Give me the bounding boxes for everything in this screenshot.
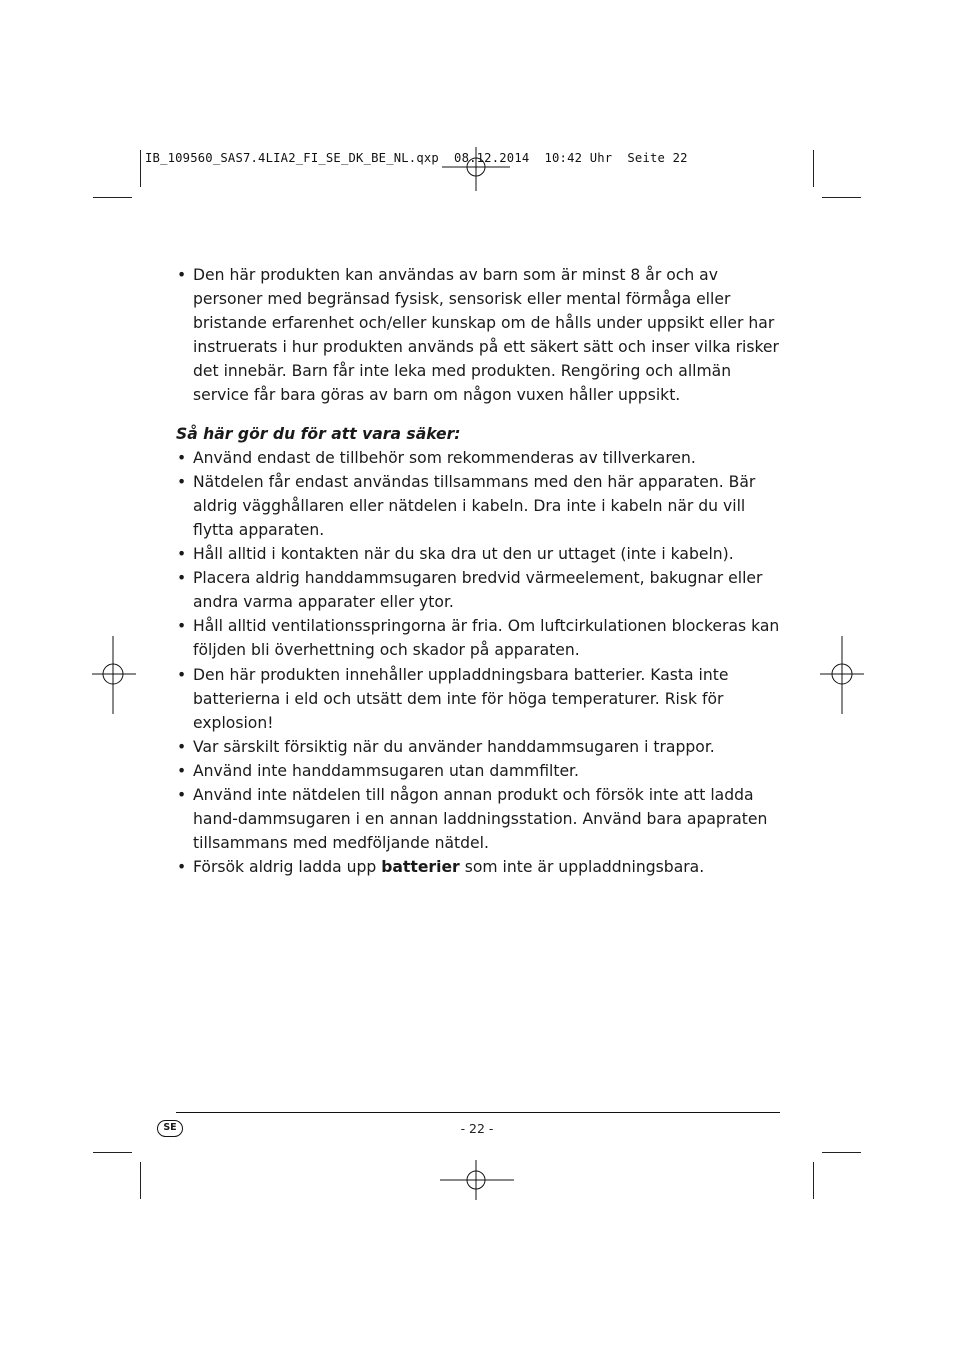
crop-mark-top-left-v xyxy=(140,150,141,187)
crop-mark-top-right-v xyxy=(813,150,814,187)
registration-mark-left-icon xyxy=(92,636,136,714)
registration-mark-bottom-icon xyxy=(436,1160,516,1200)
footer-rule xyxy=(176,1112,780,1113)
list-item: • Använd inte nätdelen till någon annan produkt och försök inte att ladda hand-dammsugaren i en annan laddningsstation. Använd bara apapraten tillsammans med medföljande nätdel. xyxy=(176,783,780,855)
item-text-prefix: Försök aldrig ladda upp xyxy=(193,858,382,877)
registration-mark-top-icon xyxy=(436,147,516,191)
language-badge: SE xyxy=(157,1120,183,1137)
crop-mark-bottom-right-h xyxy=(822,1152,861,1153)
list-item: • Den här produkten innehåller uppladdningsbara batterier. Kasta inte batterierna i eld och utsätt dem inte för höga temperaturer. Risk för explosion! xyxy=(176,663,780,735)
section-heading: Så här gör du för att vara säker: xyxy=(176,424,461,443)
crop-mark-bottom-left-h xyxy=(93,1152,132,1153)
crop-mark-top-right-h xyxy=(822,197,861,198)
emphasis-batteries: batterier xyxy=(381,858,460,877)
item-text-suffix: som inte är uppladdningsbara. xyxy=(459,858,705,877)
safety-list xyxy=(176,446,780,880)
list-item-batteries xyxy=(176,855,780,879)
list-item: • Nätdelen får endast användas tillsammans med den här apparaten. Bär aldrig vägghållaren eller nätdelen i kabeln. Dra inte i kabeln när du vill flytta apparaten. xyxy=(176,470,780,542)
crop-mark-bottom-right-v xyxy=(813,1162,814,1199)
list-item: • Använd endast de tillbehör som rekommenderas av tillverkaren. xyxy=(176,446,780,470)
list-item: • Placera aldrig handdammsugaren bredvid värmeelement, bakugnar eller andra varma apparater eller ytor. xyxy=(176,566,780,614)
list-item: • Använd inte handdammsugaren utan dammfilter. xyxy=(176,759,780,783)
page-number: - 22 - xyxy=(460,1121,494,1136)
page-content xyxy=(176,263,780,879)
crop-mark-top-left-h xyxy=(93,197,132,198)
list-item: • Var särskilt försiktig när du använder handdammsugaren i trappor. xyxy=(176,735,780,759)
crop-mark-bottom-left-v xyxy=(140,1162,141,1199)
list-item: • Håll alltid i kontakten när du ska dra ut den ur uttaget (inte i kabeln). xyxy=(176,542,780,566)
list-item: • Den här produkten kan användas av barn som är minst 8 år och av personer med begränsad fysisk, sensorisk eller mental förmåga eller bristande erfarenhet och/eller kunskap om de hålls under uppsikt eller har instruerats i hur produkten används på ett säkert sätt och inser vilka risker det innebär. Barn får inte leka med produkten. Rengöring och allmän service får bara göras av barn om någon vuxen håller uppsikt. xyxy=(176,263,780,408)
list-item: • Håll alltid ventilationsspringorna är fria. Om luftcirkulationen blockeras kan följden bli överhettning och skador på apparaten. xyxy=(176,614,780,662)
registration-mark-right-icon xyxy=(820,636,864,714)
print-slug: IB_109560_SAS7.4LIA2_FI_SE_DK_BE_NL.qxp 08.12.2014 10:42 Uhr Seite 22 xyxy=(145,151,688,165)
intro-list xyxy=(176,263,780,408)
